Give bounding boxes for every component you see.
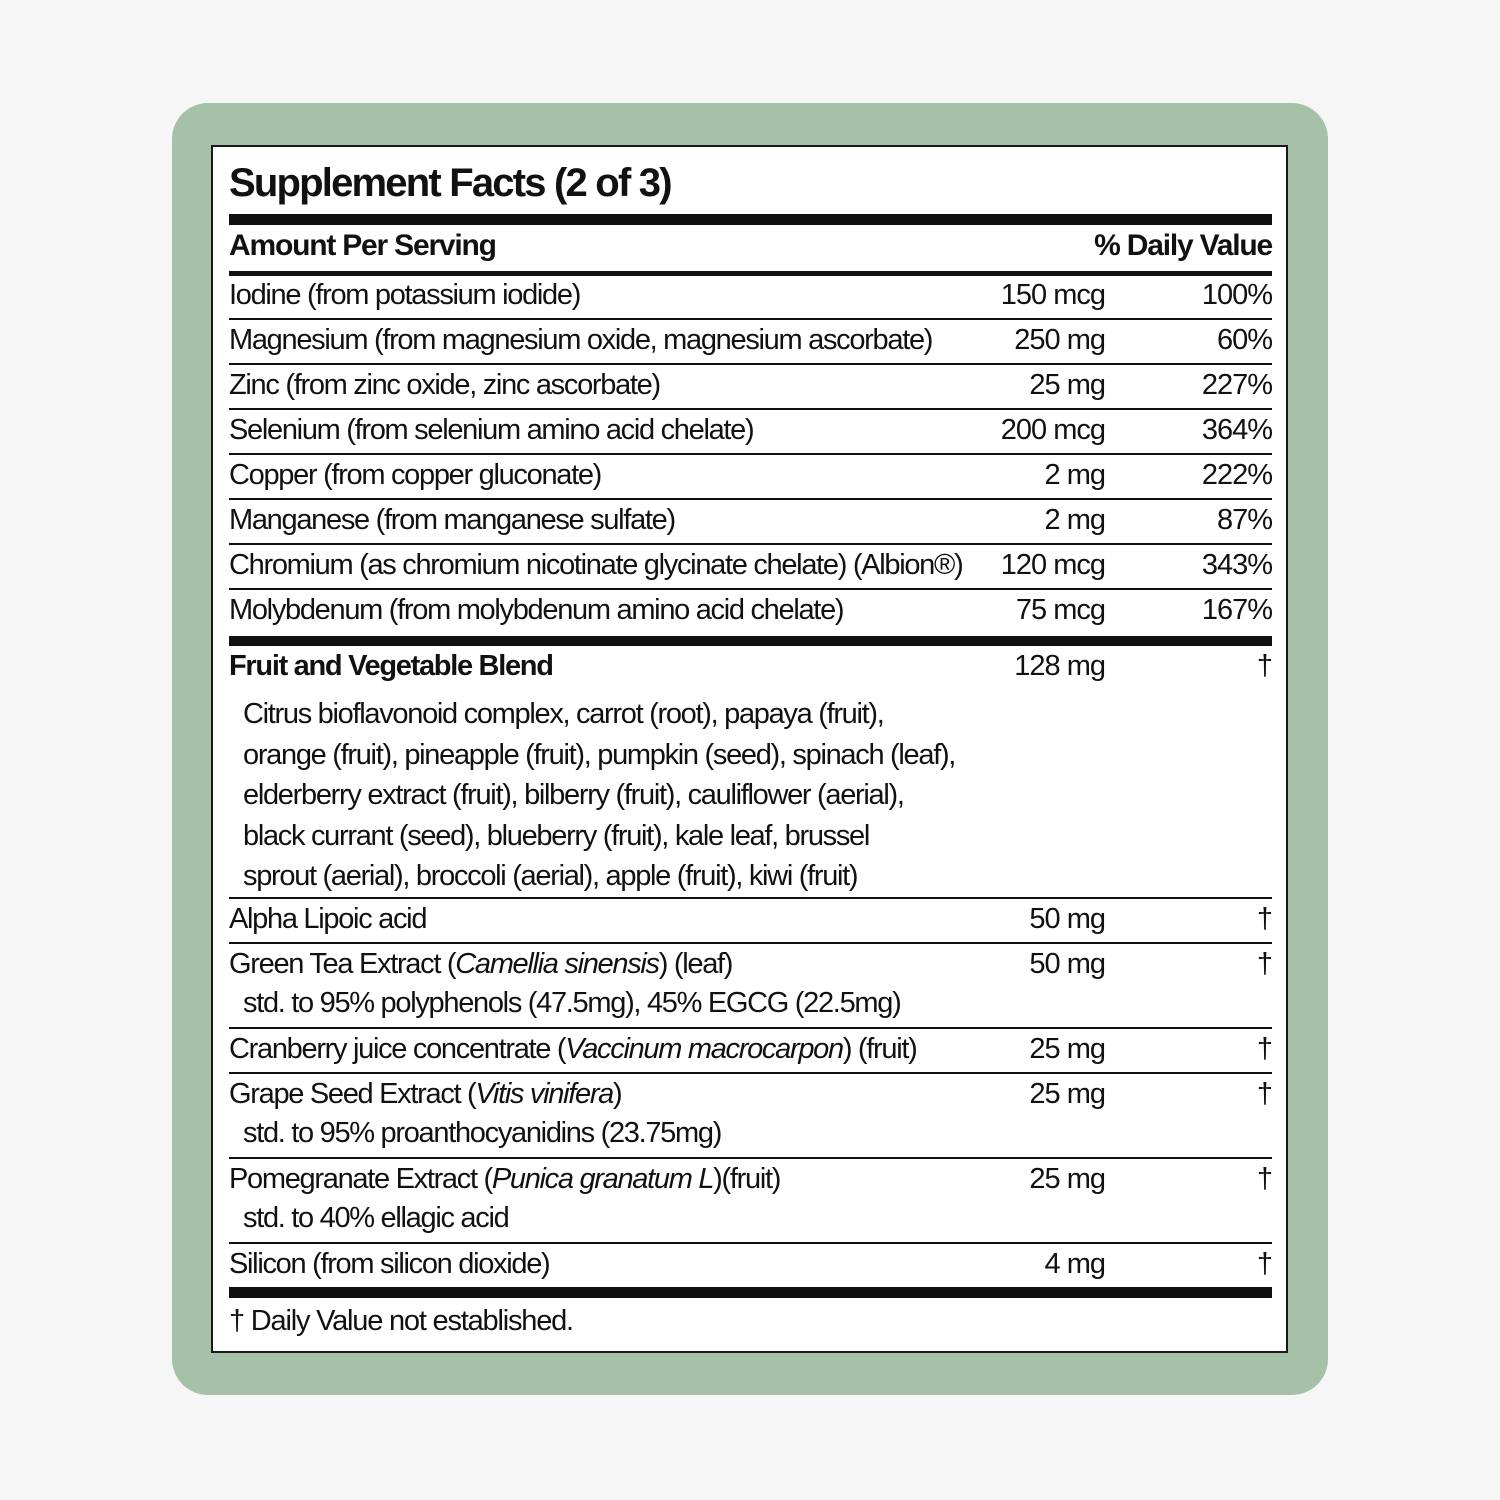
- table-row: [229, 500, 1272, 545]
- blend-dv: †: [1256, 650, 1272, 682]
- nutrient-amount: 2 mg: [1044, 459, 1105, 491]
- nutrient-amount: 150 mcg: [1000, 279, 1105, 311]
- nutrient-dv: †: [1256, 1248, 1272, 1280]
- blend-line: orange (fruit), pineapple (fruit), pumpkin (seed), spinach (leaf),: [243, 738, 956, 771]
- nutrient-dv: 167%: [1201, 594, 1272, 626]
- blend-name: Fruit and Vegetable Blend: [229, 650, 553, 682]
- nutrient-dv: 87%: [1216, 504, 1272, 536]
- daily-value-header: % Daily Value: [1094, 229, 1272, 262]
- nutrient-dv: †: [1256, 903, 1272, 935]
- nutrient-name: Pomegranate Extract (Punica granatum L)(fruit): [229, 1163, 781, 1195]
- blend-line: sprout (aerial), broccoli (aerial), apple (fruit), kiwi (fruit): [243, 860, 858, 892]
- table-row: [229, 1074, 1272, 1159]
- nutrient-name: Manganese (from manganese sulfate): [229, 504, 675, 536]
- footnote: † Daily Value not established.: [229, 1305, 573, 1337]
- nutrient-name: Cranberry juice concentrate (Vaccinum macrocarpon) (fruit): [229, 1033, 917, 1065]
- blend-amount: 128 mg: [1014, 650, 1105, 682]
- nutrient-amount: 250 mg: [1014, 324, 1105, 356]
- table-row: [229, 455, 1272, 500]
- nutrient-dv: 100%: [1201, 279, 1272, 311]
- nutrient-name: Chromium (as chromium nicotinate glycinate chelate) (Albion®): [229, 549, 963, 581]
- nutrient-amount: 25 mg: [1029, 1078, 1105, 1110]
- table-row: [229, 1159, 1272, 1244]
- standardization-note: std. to 95% proanthocyanidins (23.75mg): [243, 1117, 722, 1149]
- nutrient-amount: 2 mg: [1044, 504, 1105, 536]
- nutrient-dv: 60%: [1216, 324, 1272, 356]
- table-row: [229, 944, 1272, 1029]
- nutrient-amount: 4 mg: [1044, 1248, 1105, 1280]
- nutrient-name: Green Tea Extract (Camellia sinensis) (leaf): [229, 948, 733, 980]
- minerals-list: [229, 275, 1272, 1289]
- supplement-facts-panel: [211, 145, 1288, 1353]
- blend-line: elderberry extract (fruit), bilberry (fruit), cauliflower (aerial),: [243, 779, 904, 811]
- standardization-note: std. to 95% polyphenols (47.5mg), 45% EGCG (22.5mg): [243, 987, 901, 1019]
- nutrient-amount: 75 mcg: [1015, 594, 1105, 626]
- table-row: [229, 1244, 1272, 1289]
- nutrient-dv: †: [1256, 1033, 1272, 1065]
- table-row: [229, 590, 1272, 636]
- table-row: [229, 320, 1272, 365]
- table-row: [229, 899, 1272, 944]
- nutrient-name: Copper (from copper gluconate): [229, 459, 602, 491]
- nutrient-name: Selenium (from selenium amino acid chelate): [229, 414, 754, 446]
- blend-ingredients: [243, 694, 955, 897]
- nutrient-amount: 120 mcg: [1000, 549, 1105, 581]
- nutrient-dv: 343%: [1201, 549, 1272, 581]
- blend-line: black currant (seed), blueberry (fruit), kale leaf, brussel: [243, 819, 870, 852]
- panel-title: Supplement Facts (2 of 3): [229, 161, 671, 205]
- nutrient-amount: 50 mg: [1029, 903, 1105, 935]
- blend-row: [229, 646, 1272, 899]
- blend-line: Citrus bioflavonoid complex, carrot (root), papaya (fruit),: [243, 698, 884, 730]
- table-row: [229, 275, 1272, 320]
- nutrient-amount: 25 mg: [1029, 1033, 1105, 1065]
- table-row: [229, 365, 1272, 410]
- nutrient-name: Molybdenum (from molybdenum amino acid chelate): [229, 594, 844, 626]
- title-divider: [229, 214, 1272, 225]
- nutrient-amount: 25 mg: [1029, 1163, 1105, 1195]
- nutrient-dv: 227%: [1201, 369, 1272, 401]
- nutrient-name: Grape Seed Extract (Vitis vinifera): [229, 1078, 622, 1110]
- nutrient-dv: 364%: [1201, 414, 1272, 446]
- table-row: [229, 1029, 1272, 1074]
- column-header: [229, 229, 1272, 267]
- nutrient-dv: †: [1256, 948, 1272, 980]
- nutrient-dv: †: [1256, 1163, 1272, 1195]
- section-divider: [229, 636, 1272, 646]
- nutrient-name: Magnesium (from magnesium oxide, magnesium ascorbate): [229, 324, 933, 356]
- nutrient-amount: 25 mg: [1029, 369, 1105, 401]
- table-row: [229, 545, 1272, 590]
- nutrient-dv: †: [1256, 1078, 1272, 1110]
- nutrient-name: Silicon (from silicon dioxide): [229, 1248, 550, 1280]
- nutrient-name: Iodine (from potassium iodide): [229, 279, 581, 311]
- amount-per-serving-header: Amount Per Serving: [229, 229, 496, 262]
- nutrient-name: Zinc (from zinc oxide, zinc ascorbate): [229, 369, 660, 401]
- nutrient-name: Alpha Lipoic acid: [229, 903, 427, 935]
- nutrient-amount: 50 mg: [1029, 948, 1105, 980]
- nutrient-dv: 222%: [1201, 459, 1272, 491]
- standardization-note: std. to 40% ellagic acid: [243, 1202, 509, 1234]
- footer-divider: [229, 1287, 1272, 1298]
- nutrient-amount: 200 mcg: [1000, 414, 1105, 446]
- table-row: [229, 410, 1272, 455]
